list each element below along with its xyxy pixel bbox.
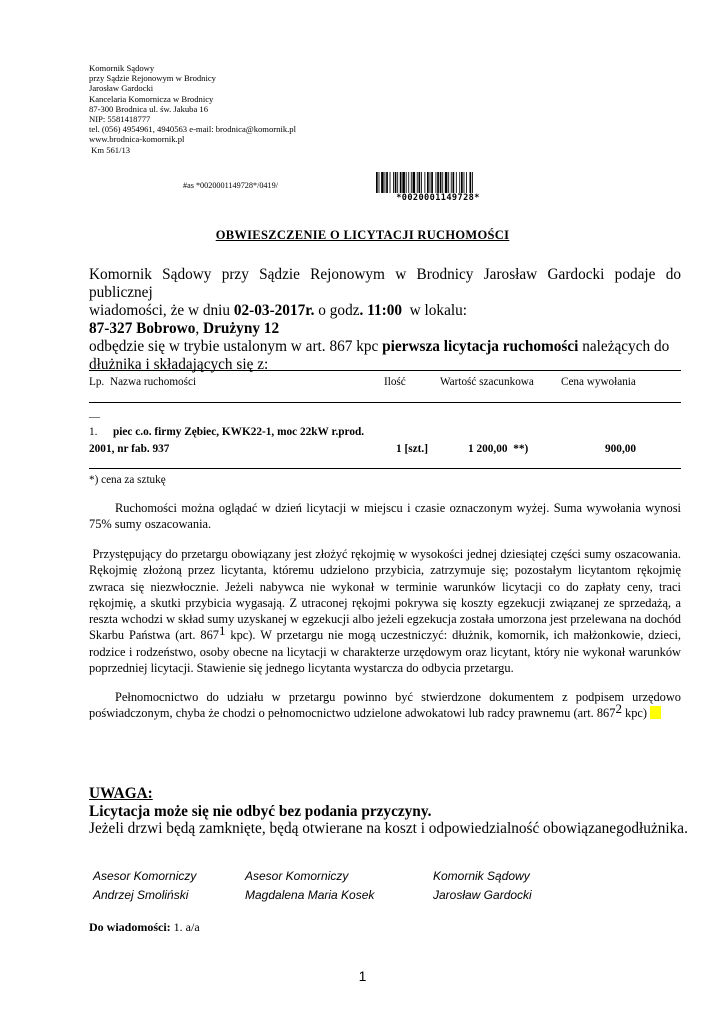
- barcode-bar: [390, 172, 391, 193]
- auction-address: [89, 320, 681, 338]
- signature-name: Andrzej Smoliński: [93, 887, 189, 902]
- barcode-bars: [376, 172, 500, 193]
- barcode-bar: [456, 172, 457, 193]
- signature-block: [93, 867, 196, 904]
- proxy-paragraph: [89, 689, 681, 722]
- barcode-bar: [376, 172, 378, 193]
- signature-role: Asesor Komorniczy: [245, 869, 349, 883]
- barcode-bar: [413, 172, 416, 193]
- table-bottom-rule: [89, 468, 681, 469]
- barcode-bar: [437, 172, 439, 193]
- intro-section: [89, 266, 681, 374]
- distribution-label: Do wiadomości:: [89, 920, 171, 934]
- article-superscript: 2: [615, 701, 622, 717]
- header-line: Km 561/13: [89, 144, 131, 155]
- address-street: Drużyny 12: [203, 320, 280, 337]
- warning-line: Jeżeli drzwi będą zamknięte, będą otwierane na koszt i odpowiedzialność obowiązanegodłużnika.: [89, 820, 688, 837]
- viewing-paragraph: [89, 500, 681, 533]
- barcode-bar: [461, 172, 463, 193]
- barcode-bar: [453, 172, 455, 193]
- barcode-bar: [400, 172, 402, 193]
- barcode-bar: [385, 172, 386, 193]
- article-superscript: 1: [219, 623, 226, 639]
- barcode: [376, 172, 500, 202]
- barcode-bar: [459, 172, 460, 193]
- paragraph-text: [89, 689, 681, 722]
- highlight-mark: [650, 706, 661, 719]
- row-lp: 1.: [89, 426, 98, 438]
- case-reference: #as *0020001149728*/0419/: [183, 181, 278, 190]
- barcode-bar: [464, 172, 465, 193]
- table-separator-dash: __: [89, 407, 100, 419]
- warning-bold-line: Licytacja może się nie odbyć bez podania przyczyny.: [89, 802, 432, 820]
- header-line: Kancelaria Komornicza w Brodnicy: [89, 93, 214, 104]
- barcode-bar: [472, 172, 473, 193]
- price-note: *) cena za sztukę: [89, 474, 166, 486]
- barcode-bar: [411, 172, 412, 193]
- header-line: 87-300 Brodnica ul. św. Jakuba 16: [89, 103, 209, 114]
- barcode-text: *0020001149728*: [396, 193, 480, 203]
- row-qty: 1 [szt.]: [396, 443, 428, 455]
- col-header-name: Nazwa ruchomości: [110, 376, 197, 388]
- auction-type: pierwsza licytacja ruchomości: [382, 338, 579, 355]
- barcode-bar: [424, 172, 425, 193]
- barcode-bar: [421, 172, 422, 193]
- signature-name: Jarosław Gardocki: [433, 887, 532, 902]
- barcode-bar: [402, 172, 405, 193]
- barcode-bar: [442, 172, 443, 193]
- paragraph-text-part: Pełnomocnictwo do udziału w przetargu powinno być stwierdzone dokumentem z podpisem urzędowo poświadczonym, chyba że chodzi o pełnomocnictwo udzielone adwokatowi lub radcy prawnemu (art. 867: [89, 690, 681, 721]
- intro-text: o godz: [314, 302, 360, 319]
- header-line: www.brodnica-komornik.pl: [89, 134, 185, 145]
- auction-date: 02-03-2017r.: [233, 302, 315, 319]
- col-header-lp: Lp.: [89, 376, 105, 388]
- col-header-price: Cena wywołania: [561, 376, 636, 388]
- row-item-name-cont: 2001, nr fab. 937: [89, 443, 170, 455]
- barcode-bar: [440, 172, 442, 193]
- barcode-bar: [419, 172, 421, 193]
- barcode-bar: [417, 172, 418, 193]
- barcode-bar: [470, 172, 472, 193]
- col-header-qty: Ilość: [384, 376, 406, 388]
- barcode-bar: [431, 172, 433, 193]
- barcode-bar: [393, 172, 394, 193]
- barcode-bar: [436, 172, 437, 193]
- table-header-rule: [89, 402, 681, 403]
- barcode-bar: [451, 172, 452, 193]
- col-header-value: Wartość szacunkowa: [440, 376, 534, 388]
- barcode-bar: [430, 172, 431, 193]
- paragraph-text: Ruchomości można oglądać w dzień licytacji w miejscu i czasie oznaczonym wyżej. Suma wywołania wynosi 75% sumy oszacowania.: [89, 501, 681, 532]
- paragraph-text: [89, 546, 685, 676]
- intro-text: w lokalu:: [402, 302, 468, 319]
- address-city: 87-327 Bobrowo: [89, 320, 196, 337]
- intro-line: dłużnika i składających się z:: [89, 356, 269, 373]
- warning-section: [89, 785, 689, 838]
- signature-role: Asesor Komorniczy: [93, 869, 197, 883]
- barcode-bar: [386, 172, 388, 193]
- address-separator: ,: [195, 320, 204, 337]
- barcode-bar: [408, 172, 409, 193]
- distribution-value: 1. a/a: [170, 920, 200, 934]
- header-line: Komornik Sądowy: [89, 63, 155, 73]
- barcode-bar: [395, 172, 397, 193]
- auction-time: . 11:00: [359, 302, 403, 319]
- paragraph-text-part: kpc). W przetargu nie mogą uczestniczyć: dłużnik, komornik, ich małżonkowie, dzieci, rodzice i rodzeństwo, osoby obecne na licytacji w charakterze urzędowym oraz licytant, który nie wykonał warunków poprzedniej licytacji. Stawienie się jednego licytanta wystarcza do odbycia przetargu.: [89, 628, 681, 676]
- barcode-bar: [406, 172, 407, 193]
- barcode-bar: [397, 172, 398, 193]
- header-line: NIP: 5581418777: [89, 114, 151, 125]
- barcode-bar: [445, 172, 448, 193]
- barcode-bar: [466, 172, 467, 193]
- barcode-bar: [379, 172, 380, 193]
- paragraph-text-part: Przystępujący do przetargu obowiązany jest złożyć rękojmię w wysokości jednej dziesiątej części sumy oszacowania. Rękojmię złożoną przez licytanta, któremu udzielono przybicia, zatrzymuje się; pozostałym licytantom rękojmię zwraca się niezwłocznie. Jeżeli nabywca nie wykonał w terminie warunków licytacji co do zapłaty ceny, traci rękojmię, a skutki przybicia wygasają. Z utraconej rękojmi pokrywa się koszty egzekucji związanej ze sprzedażą, a reszta wchodzi w skład sumy uzyskanej w egzekucji albo jeżeli egzekucja została umorzona jest przelewana na dochód Skarbu Państwa (art. 867: [89, 547, 685, 643]
- row-price: 900,00: [605, 443, 637, 455]
- intro-date-line: [89, 302, 681, 320]
- row-value: 1 200,00 **): [468, 443, 529, 455]
- barcode-bar: [448, 172, 449, 193]
- deposit-paragraph: [89, 546, 685, 676]
- table-top-rule: [89, 370, 681, 371]
- signature-role: Komornik Sądowy: [433, 869, 530, 883]
- intro-line: Komornik Sądowy przy Sądzie Rejonowym w Brodnicy Jarosław Gardocki podaje do publicznej: [89, 266, 681, 301]
- bailiff-letterhead: [89, 63, 296, 155]
- paragraph-text-part: kpc): [621, 706, 648, 721]
- barcode-bar: [381, 172, 384, 193]
- distribution-line: [89, 920, 200, 935]
- header-line: przy Sądzie Rejonowym w Brodnicy: [89, 73, 216, 84]
- header-line: tel. (056) 4954961, 4940563 e-mail: brodnica@komornik.pl: [89, 124, 296, 135]
- signature-name: Magdalena Maria Kosek: [245, 887, 375, 902]
- row-item-name: piec c.o. firmy Zębiec, KWK22-1, moc 22kW r.prod.: [113, 426, 365, 438]
- intro-mode-line: [89, 338, 681, 356]
- barcode-bar: [427, 172, 429, 193]
- header-line: Jarosław Gardocki: [89, 83, 154, 94]
- document-title: OBWIESZCZENIE O LICYTACJI RUCHOMOŚCI: [215, 228, 510, 242]
- signature-block: [245, 867, 374, 904]
- warning-heading: UWAGA:: [89, 785, 153, 802]
- intro-text: odbędzie się w trybie ustalonym w art. 867 kpc: [89, 338, 383, 355]
- signature-block: [433, 867, 532, 904]
- intro-text: należących do: [578, 338, 670, 355]
- intro-text: wiadomości, że w dniu: [89, 302, 234, 319]
- page-number: 1: [358, 968, 367, 984]
